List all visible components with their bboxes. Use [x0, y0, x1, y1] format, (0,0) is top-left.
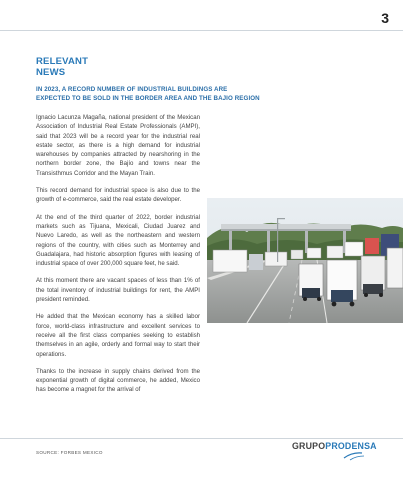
- body-paragraph: At the end of the third quarter of 2022, border industrial markets such as Tijuana, Mexicali, Ciudad Juarez and Nuevo Laredo, as well as the northeastern and western regions of the country, with cities such as Monterrey and Guadalajara, had historic absorption figures with leasing of industrial space of over 200,000 square feet, he said.: [36, 213, 200, 268]
- trucks-highway-illustration: [207, 198, 403, 323]
- article-headline: [36, 85, 336, 103]
- body-paragraph: He added that the Mexican economy has a skilled labor force, world-class infrastructure and excellent services to receive all the first class companies seeking to establish themselves in an agile, orderly and formal way to start their operations.: [36, 313, 200, 358]
- source-credit: SOURCE: FORBES MEXICO: [36, 450, 103, 455]
- headline-line1: IN 2023, A RECORD NUMBER OF INDUSTRIAL BUILDINGS ARE: [36, 86, 228, 93]
- body-paragraph: At this moment there are vacant spaces of less than 1% of the total inventory of industrial buildings for rent, the AMPI president reminded.: [36, 277, 200, 304]
- section-title-line1: RELEVANT: [36, 56, 89, 67]
- section-title: [36, 56, 196, 78]
- body-paragraph: Ignacio Lacunza Magaña, national president of the Mexican Association of Industrial Real Estate Professionals (AMPI), said that 2023 will be a record year for the industrial real estate sector, as there is a high demand for industrial warehouses by companies attracted by nearshoring in the northern border zone, the Bajío and towns near the Transisthmus Corridor and the Mayan Train.: [36, 114, 200, 177]
- bottom-divider: [0, 438, 403, 439]
- border-crossing-photo: [207, 198, 403, 323]
- logo-swoosh-icon: [292, 441, 372, 463]
- logo-part2: PRODENSA: [325, 441, 377, 451]
- page-number: 3: [381, 10, 389, 26]
- top-divider: [0, 30, 403, 31]
- grupo-prodensa-logo: [292, 441, 377, 463]
- logo-part1: GRUPO: [292, 441, 326, 451]
- article-body: [36, 113, 200, 403]
- section-title-line2: NEWS: [36, 67, 66, 78]
- headline-line2: EXPECTED TO BE SOLD IN THE BORDER AREA AND THE BAJIO REGION: [36, 95, 260, 102]
- body-paragraph: Thanks to the increase in supply chains derived from the exponential growth of digital commerce, he added, Mexico has become a magnet for the arrival of: [36, 367, 200, 394]
- body-paragraph: This record demand for industrial space is also due to the growth of e-commerce, said the real estate developer.: [36, 187, 200, 204]
